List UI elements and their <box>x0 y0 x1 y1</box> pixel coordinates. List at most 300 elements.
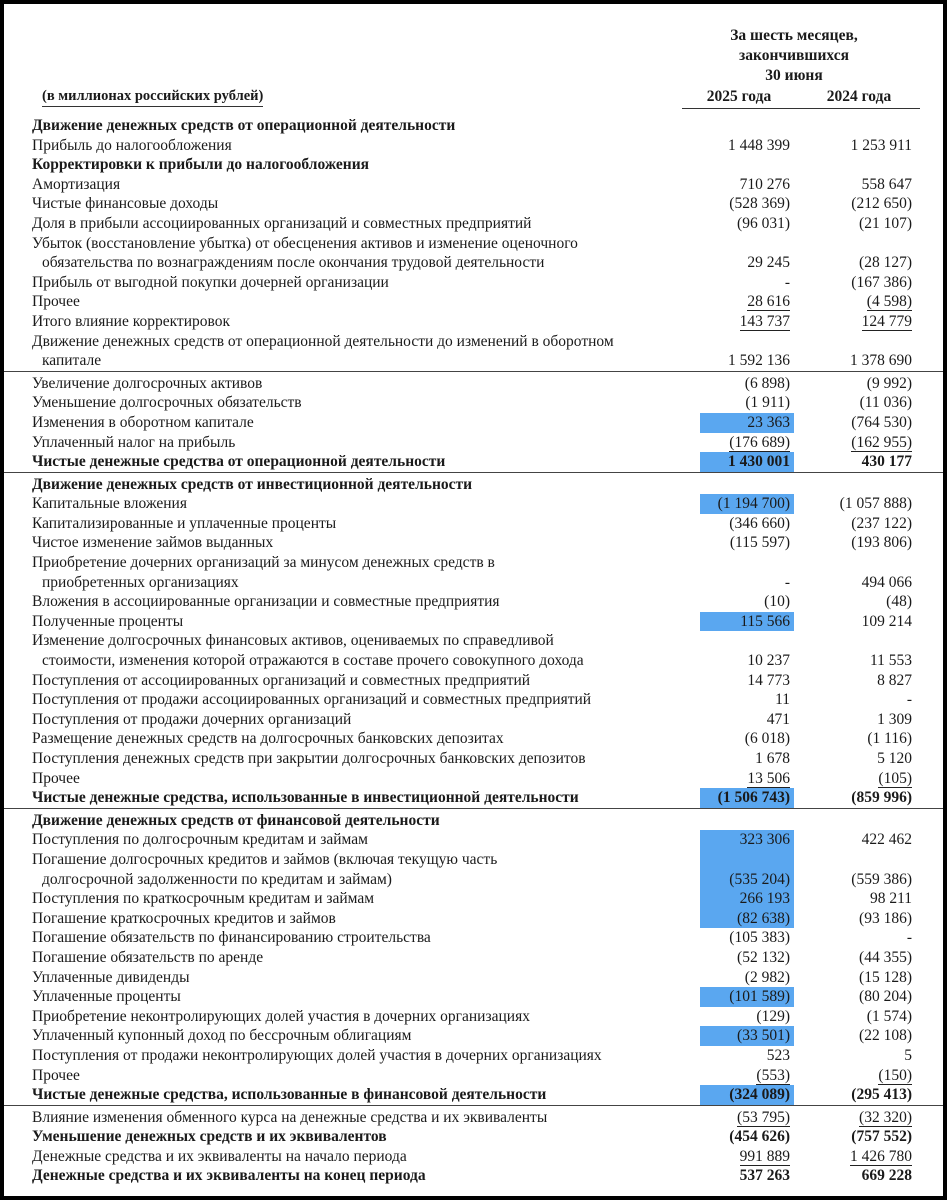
value-2025 <box>700 234 794 254</box>
value-2024-text: (859 996) <box>851 789 912 807</box>
table-row <box>4 968 943 988</box>
value-2024 <box>820 830 912 850</box>
row-label: Капитальные вложения <box>32 495 187 513</box>
value-2024-text: 669 228 <box>861 1167 912 1185</box>
row-label: Прочее <box>32 769 80 787</box>
value-2024-text: 1 378 690 <box>850 352 912 370</box>
value-2024 <box>820 948 912 968</box>
row-label: Увеличение долгосрочных активов <box>32 374 263 392</box>
value-2024-text: 494 066 <box>861 573 912 591</box>
value-2024 <box>820 690 912 710</box>
value-2024-text: - <box>906 929 912 947</box>
value-2024-text: (15 128) <box>859 968 912 986</box>
value-2025 <box>700 155 794 175</box>
value-2025-text: (96 031) <box>737 214 790 232</box>
table-row <box>4 631 943 651</box>
row-label: Уменьшение долгосрочных обязательств <box>32 394 302 412</box>
table-row <box>4 533 943 553</box>
row-label: Уплаченные дивиденды <box>32 968 190 986</box>
row-label: долгосрочной задолженности по кредитам и займам) <box>42 870 392 888</box>
value-2024-text: 1 253 911 <box>850 136 912 154</box>
value-2025-text: (176 689) <box>729 433 790 451</box>
value-2025 <box>700 948 794 968</box>
table-row <box>4 273 943 293</box>
table-row <box>4 433 943 453</box>
row-label: Прочее <box>32 293 80 311</box>
value-2025 <box>700 1085 794 1105</box>
value-2024 <box>820 870 912 890</box>
row-label: Погашение обязательств по финансированию строительства <box>32 929 431 947</box>
row-label: Прибыль до налогообложения <box>32 136 232 154</box>
value-2025-text: (1 506 743) <box>717 789 790 807</box>
row-label: Поступления от продажи неконтролирующих долей участия в дочерних организациях <box>32 1046 602 1064</box>
value-2025 <box>700 1066 794 1086</box>
table-row <box>4 573 943 593</box>
column-header-2025: 2025 года <box>706 88 772 105</box>
row-label: Поступления по краткосрочным кредитам и займам <box>32 890 375 908</box>
table-row <box>4 592 943 612</box>
value-2024-text: (237 122) <box>851 514 912 532</box>
row-label: обязательства по вознаграждениям после окончания трудовой деятельности <box>42 254 545 272</box>
row-label: Погашение краткосрочных кредитов и займов <box>32 909 336 927</box>
table-row <box>4 651 943 671</box>
value-2024-text: 98 211 <box>869 890 912 908</box>
value-2025-text: (454 626) <box>729 1128 790 1146</box>
value-2025 <box>700 253 794 273</box>
value-2024 <box>820 928 912 948</box>
row-label: Размещение денежных средств на долгосрочных банковских депозитах <box>32 730 504 748</box>
table-row <box>4 116 943 136</box>
value-2024-text: (212 650) <box>851 195 912 213</box>
table-row <box>4 948 943 968</box>
value-2025 <box>700 312 794 332</box>
row-label: Убыток (восстановление убытка) от обесценения активов и изменение оценочного <box>32 234 578 252</box>
row-label: Доля в прибыли ассоциированных организаций и совместных предприятий <box>32 214 532 232</box>
table-row <box>4 312 943 332</box>
value-2025 <box>700 710 794 730</box>
table-row <box>4 769 943 789</box>
value-2024 <box>820 514 912 534</box>
value-2025 <box>700 1046 794 1066</box>
value-2025-text: (528 369) <box>729 195 790 213</box>
value-2025-text: 710 276 <box>739 175 790 193</box>
value-2024 <box>820 788 912 808</box>
row-label: Движение денежных средств от операционной деятельности <box>32 117 456 134</box>
value-2025-text: (324 089) <box>729 1086 790 1104</box>
row-label: Чистые денежные средства от операционной деятельности <box>32 453 446 471</box>
value-2024 <box>820 889 912 909</box>
value-2025 <box>700 612 794 632</box>
value-2024-text: (162 955) <box>851 433 912 451</box>
value-2024 <box>820 729 912 749</box>
table-row <box>4 690 943 710</box>
table-row <box>4 155 943 175</box>
value-2025-text: 1 592 136 <box>728 352 790 370</box>
value-2024 <box>820 710 912 730</box>
row-label: Поступления по долгосрочным кредитам и займам <box>32 831 368 849</box>
value-2024 <box>820 612 912 632</box>
value-2025 <box>700 928 794 948</box>
value-2024-text: (1 057 888) <box>839 495 912 513</box>
value-2025 <box>700 494 794 514</box>
row-label: Денежные средства и их эквиваленты на начало периода <box>32 1147 407 1165</box>
value-2025-text: 266 193 <box>739 890 790 908</box>
value-2025 <box>700 671 794 691</box>
value-2025 <box>700 1127 794 1147</box>
table-row <box>4 374 943 394</box>
row-label: Приобретение неконтролирующих долей участия в дочерних организациях <box>32 1007 530 1025</box>
table-row <box>4 234 943 254</box>
table-row <box>4 1166 943 1186</box>
value-2025 <box>700 592 794 612</box>
row-label: Вложения в ассоциированные организации и совместные предприятия <box>32 593 500 611</box>
row-label: Корректировки к прибыли до налогообложения <box>32 156 370 174</box>
value-2024-text: (21 107) <box>859 214 912 232</box>
value-2024-text: 11 553 <box>869 652 912 670</box>
row-label: Уплаченный налог на прибыль <box>32 433 236 451</box>
table-row <box>4 553 943 573</box>
value-2024-text: (150) <box>878 1066 912 1084</box>
value-2024-text: 109 214 <box>861 612 912 630</box>
value-2024 <box>820 909 912 929</box>
value-2025 <box>700 374 794 394</box>
period-header <box>694 26 894 86</box>
statement-table <box>4 116 943 1186</box>
table-row <box>4 175 943 195</box>
value-2025-text: (10) <box>764 593 790 611</box>
table-row <box>4 612 943 632</box>
value-2025-text: 23 363 <box>747 413 790 431</box>
value-2024 <box>820 533 912 553</box>
value-2025-text: (101 589) <box>729 988 790 1006</box>
row-label: Влияние изменения обменного курса на денежные средства и их эквиваленты <box>32 1108 548 1126</box>
row-label: Приобретение дочерних организаций за минусом денежных средств в <box>32 554 495 572</box>
value-2024 <box>820 749 912 769</box>
value-2025-text: (115 597) <box>729 534 790 552</box>
value-2025 <box>700 533 794 553</box>
value-2024 <box>820 1127 912 1147</box>
value-2025 <box>700 769 794 789</box>
row-label: Уплаченные проценты <box>32 988 181 1006</box>
value-2024-text: (44 355) <box>859 948 912 966</box>
period-line: закончившихся <box>738 47 849 64</box>
table-row <box>4 749 943 769</box>
value-2025 <box>700 850 794 870</box>
value-2025-text: 991 889 <box>739 1147 790 1165</box>
value-2025 <box>700 729 794 749</box>
value-2025 <box>700 351 794 371</box>
table-row <box>4 729 943 749</box>
table-row <box>4 710 943 730</box>
value-2025 <box>700 788 794 808</box>
value-2025-text: (53 795) <box>737 1108 790 1126</box>
value-2025 <box>700 514 794 534</box>
value-2025 <box>700 332 794 352</box>
units-label: (в миллионах российских рублей) <box>42 88 263 107</box>
value-2024 <box>820 136 912 156</box>
value-2025-text: (2 982) <box>744 968 790 986</box>
value-2025 <box>700 116 794 136</box>
value-2025 <box>700 475 794 495</box>
value-2024 <box>820 1007 912 1027</box>
value-2025-text: 11 <box>775 691 790 709</box>
value-2024-text: (757 552) <box>851 1128 912 1146</box>
value-2024 <box>820 273 912 293</box>
table-row <box>4 514 943 534</box>
value-2025 <box>700 870 794 890</box>
value-2024-text: 124 779 <box>861 312 912 330</box>
table-row <box>4 1147 943 1167</box>
value-2025-text: (52 132) <box>737 948 790 966</box>
row-label: Движение денежных средств от финансовой деятельности <box>32 811 440 829</box>
value-2024-text: (11 036) <box>859 394 912 412</box>
value-2025 <box>700 749 794 769</box>
value-2025 <box>700 651 794 671</box>
row-label: Уменьшение денежных средств и их эквивалентов <box>32 1128 387 1146</box>
table-row <box>4 987 943 1007</box>
value-2024-text: 422 462 <box>861 831 912 849</box>
row-label: приобретенных организациях <box>42 573 239 591</box>
value-2024 <box>820 393 912 413</box>
value-2024-text: 1 426 780 <box>850 1147 912 1165</box>
value-2024 <box>820 968 912 988</box>
table-row <box>4 889 943 909</box>
value-2025 <box>700 1108 794 1128</box>
value-2024 <box>820 1066 912 1086</box>
value-2025 <box>700 553 794 573</box>
value-2025 <box>700 175 794 195</box>
row-label: Поступления от ассоциированных организаций и совместных предприятий <box>32 671 531 689</box>
table-row <box>4 393 943 413</box>
value-2025-text: (82 638) <box>737 909 790 927</box>
value-2025 <box>700 811 794 831</box>
value-2025 <box>700 136 794 156</box>
row-label: Уплаченный купонный доход по бессрочным облигациям <box>32 1027 412 1045</box>
value-2025-text: 1 448 399 <box>728 136 790 154</box>
value-2024 <box>820 452 912 472</box>
value-2025 <box>700 1007 794 1027</box>
value-2025-text: 28 616 <box>747 293 790 311</box>
value-2024 <box>820 1147 912 1167</box>
row-label: Погашение обязательств по аренде <box>32 948 264 966</box>
value-2024-text: (4 598) <box>866 293 912 311</box>
value-2024 <box>820 214 912 234</box>
value-2024 <box>820 1166 912 1186</box>
value-2024-text: 5 120 <box>877 750 912 767</box>
value-2024-text: (1 574) <box>866 1007 912 1025</box>
row-label: Чистые денежные средства, использованные в инвестиционной деятельности <box>32 789 579 807</box>
value-2025-text: 523 <box>766 1046 790 1064</box>
value-2024-text: 558 647 <box>861 175 912 193</box>
value-2024-text: (80 204) <box>859 988 912 1006</box>
table-row <box>4 214 943 234</box>
value-2025-text: 471 <box>766 710 790 728</box>
table-row <box>4 494 943 514</box>
row-label: капитале <box>42 352 102 370</box>
table-row <box>4 136 943 156</box>
table-row <box>4 850 943 870</box>
value-2024-text: 1 309 <box>877 710 912 728</box>
value-2025 <box>700 1026 794 1046</box>
value-2025 <box>700 968 794 988</box>
value-2025-text: (6 018) <box>744 730 790 748</box>
value-2024-text: (32 320) <box>859 1108 912 1126</box>
table-row <box>4 928 943 948</box>
value-2024-text: (93 186) <box>859 909 912 927</box>
table-row <box>4 1026 943 1046</box>
row-label: Изменения в оборотном капитале <box>32 413 254 431</box>
row-label: Изменение долгосрочных финансовых активов, оцениваемых по справедливой <box>32 632 554 650</box>
table-row <box>4 909 943 929</box>
table-row <box>4 475 943 495</box>
value-2024 <box>820 651 912 671</box>
value-2024-text: (559 386) <box>851 870 912 888</box>
table-row <box>4 870 943 890</box>
row-label: Чистое изменение займов выданных <box>32 534 274 552</box>
table-row <box>4 788 943 809</box>
value-2025 <box>700 1166 794 1186</box>
value-2025-text: 323 306 <box>739 831 790 849</box>
value-2024-text: (764 530) <box>851 413 912 431</box>
value-2024-text: - <box>906 691 912 709</box>
value-2024 <box>820 671 912 691</box>
row-label: Полученные проценты <box>32 612 184 630</box>
value-2024-text: (22 108) <box>859 1027 912 1045</box>
cash-flow-statement-page <box>4 4 943 1196</box>
value-2025-text: 29 245 <box>747 254 790 272</box>
row-label: Чистые финансовые доходы <box>32 195 219 213</box>
value-2024 <box>820 433 912 453</box>
row-label: стоимости, изменения которой отражаются в составе прочего совокупного дохода <box>42 652 584 670</box>
value-2025 <box>700 292 794 312</box>
table-row <box>4 1108 943 1128</box>
value-2025-text: 143 737 <box>739 312 790 330</box>
table-row <box>4 292 943 312</box>
row-label: Прибыль от выгодной покупки дочерней организации <box>32 273 389 291</box>
row-label: Движение денежных средств от инвестиционной деятельности <box>32 475 473 493</box>
value-2025 <box>700 273 794 293</box>
value-2024-text: (28 127) <box>859 254 912 272</box>
value-2024-text: 5 <box>904 1046 912 1064</box>
value-2024 <box>820 374 912 394</box>
value-2025 <box>700 433 794 453</box>
table-row <box>4 1085 943 1106</box>
value-2025 <box>700 889 794 909</box>
value-2024-text: (105) <box>878 769 912 787</box>
value-2025 <box>700 214 794 234</box>
value-2025-text: (346 660) <box>729 514 790 532</box>
value-2025 <box>700 631 794 651</box>
value-2024-text: (193 806) <box>851 534 912 552</box>
value-2025-text: 1 430 001 <box>728 453 790 471</box>
value-2024 <box>820 1108 912 1128</box>
value-2025-text: 115 566 <box>740 612 790 630</box>
row-label: Поступления от продажи ассоциированных организаций и совместных предприятий <box>32 691 592 709</box>
table-row <box>4 1066 943 1086</box>
value-2025 <box>700 573 794 593</box>
value-2025-text: (553) <box>756 1066 790 1084</box>
row-label: Итого влияние корректировок <box>32 312 230 330</box>
column-header-2024: 2024 года <box>826 88 892 105</box>
value-2024 <box>820 1085 912 1105</box>
value-2025-text: (535 204) <box>729 870 790 888</box>
value-2024 <box>820 351 912 371</box>
table-row <box>4 413 943 433</box>
value-2024-text: (295 413) <box>851 1086 912 1104</box>
value-2025-text: (129) <box>756 1007 790 1025</box>
row-label: Капитализированные и уплаченные проценты <box>32 514 337 532</box>
value-2025-text: - <box>784 573 790 591</box>
table-row <box>4 671 943 691</box>
table-row <box>4 351 943 372</box>
row-label: Денежные средства и их эквиваленты на конец периода <box>32 1167 426 1185</box>
value-2025-text: 14 773 <box>747 671 790 689</box>
table-row <box>4 1127 943 1147</box>
value-2024 <box>820 194 912 214</box>
value-2025 <box>700 690 794 710</box>
value-2024-text: 430 177 <box>861 453 912 471</box>
value-2024 <box>820 592 912 612</box>
value-2025 <box>700 1147 794 1167</box>
value-2024-text: 8 827 <box>877 671 912 689</box>
value-2025-text: (1 194 700) <box>717 495 790 513</box>
row-label: Погашение долгосрочных кредитов и займов (включая текущую часть <box>32 850 498 868</box>
row-label: Прочее <box>32 1066 80 1084</box>
table-row <box>4 811 943 831</box>
table-row <box>4 452 943 473</box>
value-2025 <box>700 194 794 214</box>
row-label: Движение денежных средств от операционной деятельности до изменений в оборотном <box>32 332 614 350</box>
value-2024 <box>820 573 912 593</box>
value-2024-text: (167 386) <box>851 273 912 291</box>
value-2025-text: 1 678 <box>755 750 790 767</box>
value-2025-text: - <box>784 273 790 291</box>
value-2025 <box>700 909 794 929</box>
value-2024 <box>820 253 912 273</box>
value-2025-text: (33 501) <box>737 1027 790 1045</box>
value-2025 <box>700 452 794 472</box>
value-2024 <box>820 413 912 433</box>
table-row <box>4 332 943 352</box>
row-label: Амортизация <box>32 175 121 193</box>
value-2025 <box>700 830 794 850</box>
value-2024 <box>820 175 912 195</box>
value-2025-text: 10 237 <box>747 652 790 670</box>
value-2024-text: (1 116) <box>867 730 912 748</box>
period-line: За шесть месяцев, <box>730 27 858 44</box>
value-2025 <box>700 987 794 1007</box>
table-row <box>4 1007 943 1027</box>
value-2024 <box>820 312 912 332</box>
value-2025-text: (105 383) <box>729 929 790 947</box>
value-2025-text: 13 506 <box>747 769 790 787</box>
value-2024 <box>820 1026 912 1046</box>
value-2025-text: (1 911) <box>745 394 790 412</box>
value-2024-text: (48) <box>886 593 912 611</box>
value-2024 <box>820 987 912 1007</box>
table-row <box>4 830 943 850</box>
period-line: 30 июня <box>765 67 823 84</box>
row-label: Поступления денежных средств при закрытии долгосрочных банковских депозитов <box>32 750 586 767</box>
value-2025-text: (6 898) <box>744 374 790 392</box>
table-row <box>4 194 943 214</box>
row-label: Чистые денежные средства, использованные в финансовой деятельности <box>32 1086 547 1104</box>
table-row <box>4 253 943 273</box>
table-row <box>4 1046 943 1066</box>
value-2025 <box>700 393 794 413</box>
value-2025-text: 537 263 <box>739 1167 790 1185</box>
header-divider <box>682 108 920 109</box>
